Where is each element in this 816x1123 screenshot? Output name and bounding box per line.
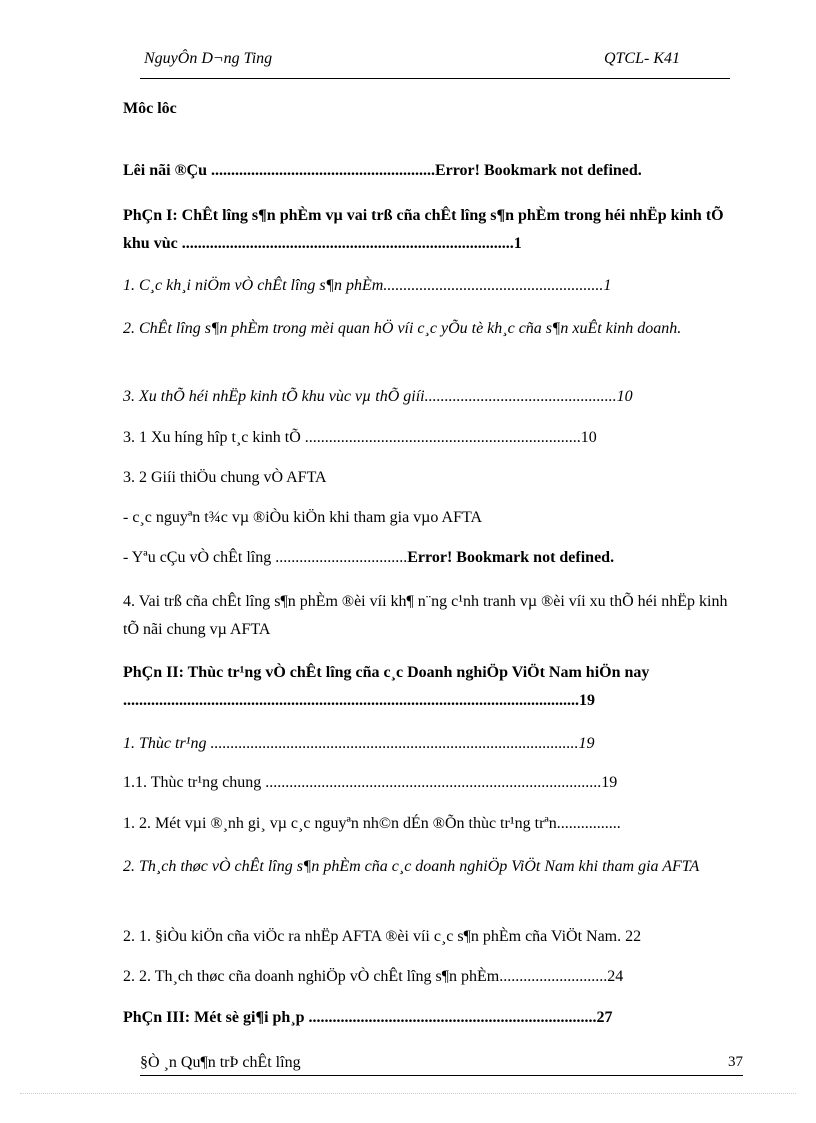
toc-entry-4: 4. Vai trß cña chÊt lîng s¶n phÈm ®èi víi kh¶ n¨ng c¹nh tranh vµ ®èi víi xu thÕ héi nhËp kinh tÕ nãi chung vµ AFTA	[123, 593, 728, 638]
toc-entry-3-1: 3. 1 Xu híng hîp t¸c kinh tÕ .....................................................................10	[123, 429, 597, 446]
page-bottom-divider	[20, 1093, 796, 1094]
toc-title: Môc lôc	[123, 100, 177, 117]
toc-entry-part-2: PhÇn II: Thùc tr¹ng vÒ chÊt lîng cña c¸c Doanh nghiÖp ViÖt Nam hiÖn nay ..................................................................................................................19	[123, 664, 650, 709]
toc-entry-requirements: - Yªu cÇu vÒ chÊt lîng .................................Error! Bookmark not defined.	[123, 549, 615, 566]
toc-entry-2: 2. ChÊt lîng s¶n phÈm trong mèi quan hÖ víi c¸c yÕu tè kh¸c cña s¶n xuÊt kinh doanh.	[123, 320, 682, 337]
page-footer	[140, 1054, 743, 1076]
toc-entry-part-1: PhÇn I: ChÊt lîng s¶n phÈm vµ vai trß cña chÊt lîng s¶n phÈm trong héi nhËp kinh tÕ khu vùc ...................................................................................1	[123, 207, 724, 252]
header-class: QTCL- K41	[603, 50, 680, 67]
toc-entry-3-2: 3. 2 Giíi thiÖu chung vÒ AFTA	[123, 469, 327, 486]
toc-entry-1: 1. C¸c kh¸i niÖm vÒ chÊt lîng s¶n phÈm.......................................................1	[123, 277, 612, 294]
toc-entry-ii-2-1: 2. 1. §iÒu kiÖn cña viÖc ra nhËp AFTA ®èi víi c¸c s¶n phÈm cña ViÖt Nam. 22	[123, 928, 642, 945]
page-number: 37	[728, 1054, 743, 1070]
toc-entry-ii-1: 1. Thùc tr¹ng ............................................................................................19	[123, 735, 595, 752]
toc-entry-ii-2-2: 2. 2. Th¸ch thøc cña doanh nghiÖp vÒ chÊt lîng s¶n phÈm...........................24	[123, 968, 624, 985]
toc-entry-conditions: - c¸c nguyªn t¾c vµ ®iÒu kiÖn khi tham gia vµo AFTA	[123, 509, 483, 526]
toc-entry-ii-1-1: 1.1. Thùc tr¹ng chung ....................................................................................19	[123, 774, 618, 791]
toc-entry-3: 3. Xu thÕ héi nhËp kinh tÕ khu vùc vµ thÕ giíi................................................10	[123, 388, 633, 405]
toc-entry-ii-1-2: 1. 2. Mét vµi ®¸nh gi¸ vµ c¸c nguyªn nh©n dÉn ®Õn thùc tr¹ng trªn................	[123, 815, 621, 832]
page-header	[140, 50, 730, 79]
toc-entry-part-3: PhÇn III: Mét sè gi¶i ph¸p ........................................................................27	[123, 1009, 613, 1026]
toc-entry-preface: Lêi nãi ®Çu ........................................................Error! Bookmark not defined.	[123, 162, 642, 179]
footer-label: §Ò ¸n Qu¶n trÞ chÊt lîng	[140, 1054, 301, 1071]
toc-entry-ii-2: 2. Th¸ch thøc vÒ chÊt lîng s¶n phÈm cña c¸c doanh nghiÖp ViÖt Nam khi tham gia AFTA	[123, 858, 700, 875]
header-author: NguyÔn D¬ng Ting	[144, 50, 273, 67]
